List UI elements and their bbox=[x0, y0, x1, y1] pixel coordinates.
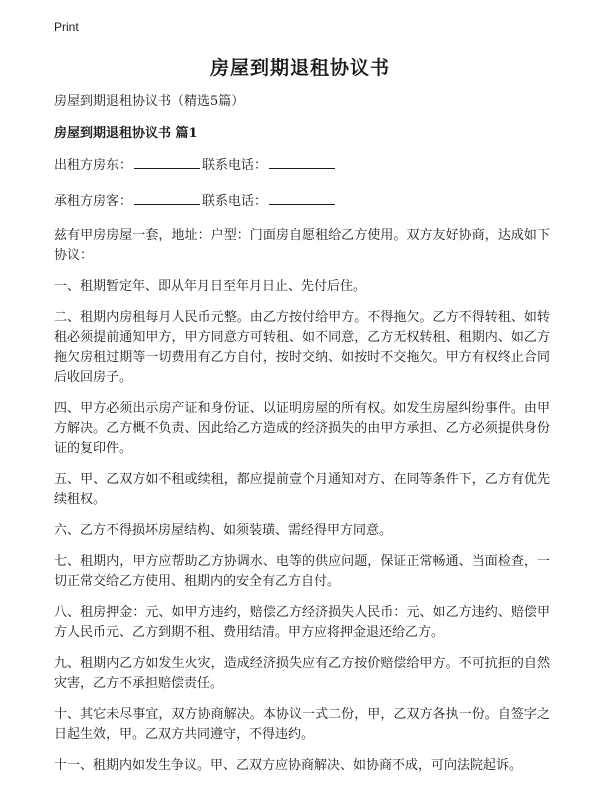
tenant-name-blank bbox=[134, 190, 200, 205]
tenant-label: 承租方房客： bbox=[54, 194, 133, 209]
paragraph-clause-1: 一、租期暂定年、即从年月日至年月日止、先付后住。 bbox=[54, 279, 367, 294]
landlord-phone-blank bbox=[269, 154, 335, 169]
section-heading: 房屋到期退租协议书 篇1 bbox=[54, 126, 198, 141]
paragraph-clause-6: 六、乙方不得损坏房屋结构、如须装璜、需经得甲方同意。 bbox=[54, 523, 393, 538]
paragraph-clause-8: 八、租房押金：元、如甲方违约，赔偿乙方经济损失人民币：元、如乙方违约、赔偿甲方人民币元、乙方到期不租、费用结清。甲方应将押金退还给乙方。 bbox=[54, 605, 550, 640]
print-link[interactable]: Print bbox=[54, 20, 79, 34]
landlord-name-blank bbox=[134, 154, 200, 169]
paragraph-clause-5: 五、甲、乙双方如不租或续租，都应提前壹个月通知对方、在同等条件下，乙方有优先续租权。 bbox=[54, 472, 550, 507]
page-title: 房屋到期退租协议书 bbox=[209, 57, 390, 79]
document-body bbox=[54, 92, 550, 787]
paragraph-clause-11: 十一、租期内如发生争议。甲、乙双方应协商解决、如协商不成，可向法院起诉。 bbox=[54, 758, 523, 773]
tenant-phone-blank bbox=[269, 190, 335, 205]
paragraph-clause-2: 二、租期内房租每月人民币元整。由乙方按付给甲方。不得拖欠。乙方不得转租、如转租必须提前通知甲方，甲方同意方可转租、如不同意，乙方无权转租、租期内、如乙方拖欠房租过期等一切费用有乙方自付，按时交纳、如按时不交拖欠。甲方有权终止合同后收回房子。 bbox=[54, 310, 550, 385]
paragraph-clause-9: 九、租期内乙方如发生火灾，造成经济损失应有乙方按价赔偿给甲方。不可抗拒的自然灾害，乙方不承担赔偿责任。 bbox=[54, 656, 550, 691]
paragraph-intro: 兹有甲房房屋一套，地址：户型：门面房自愿租给乙方使用。双方友好协商，达成如下协议： bbox=[54, 228, 550, 263]
landlord-line bbox=[54, 154, 550, 176]
landlord-phone-label: 联系电话： bbox=[202, 158, 268, 173]
paragraph-clause-10: 十、其它未尽事宜，双方协商解决。本协议一式二份，甲，乙双方各执一份。自签字之日起生效，甲。乙双方共同遵守，不得违约。 bbox=[54, 707, 550, 742]
subtitle: 房屋到期退租协议书（精选5篇） bbox=[54, 94, 245, 109]
paragraph-clause-7: 七、租期内，甲方应帮助乙方协调水、电等的供应问题，保证正常畅通、当面检查，一切正常交给乙方使用、租期内的安全有乙方自付。 bbox=[54, 554, 550, 589]
tenant-line bbox=[54, 190, 550, 212]
landlord-label: 出租方房东： bbox=[54, 158, 133, 173]
tenant-phone-label: 联系电话： bbox=[202, 194, 268, 209]
paragraph-clause-4: 四、甲方必须出示房产证和身份证、以证明房屋的所有权。如发生房屋纠纷事件。由甲方解决。乙方概不负责、因此给乙方造成的经济损失的由甲方承担、乙方必须提供身份证的复印件。 bbox=[54, 401, 550, 456]
